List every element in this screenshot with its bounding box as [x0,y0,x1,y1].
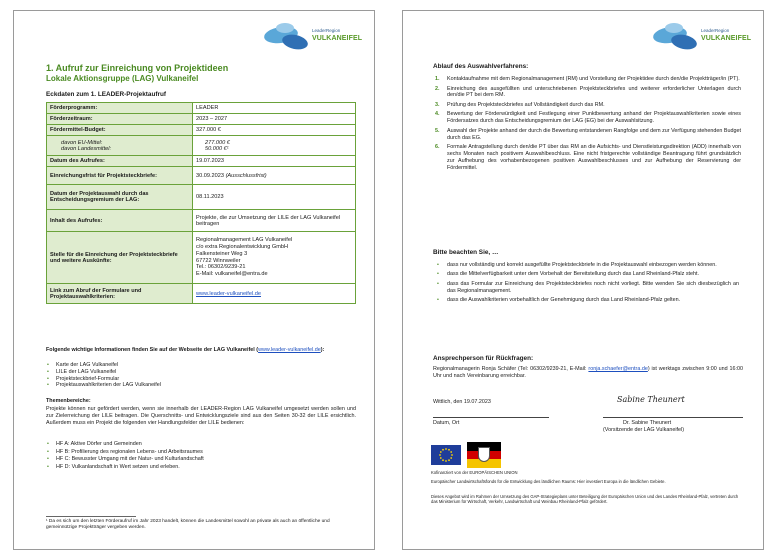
list-item: • Karte der LAG Vulkaneifel [56,362,161,369]
row-label: Link zum Abruf der Formulare und Projektauswahlkriterien: [47,284,193,304]
state-funds-label: davon Landesmittel: [61,145,112,152]
info-list [56,362,161,389]
contact-text-2: ) ist werktags zwischen 9:00 und 16:00 Uhr und nach Vereinbarung erreichbar. [433,366,744,379]
list-item: • Projektauswahlkriterien der LAG Vulkaneifel [56,382,161,389]
contact-text-1: Regionalmanagerin Ronja Schäfer (Tel: 06302/9239-21, E-Mail: [433,366,587,372]
themes-list [56,441,204,471]
key-data-heading: Eckdaten zum 1. LEADER-Projektaufruf [46,91,167,98]
eu-caption: Kofinanziert von der EUROPÄISCHEN UNION [431,470,518,475]
row-label: Inhalt des Aufrufes: [47,210,193,232]
row-label: Fördermittel-Budget: [47,125,193,136]
contact-address [193,232,356,284]
list-item: 4. Bewertung der Förderwürdigkeit und Festlegung einer Punktbewertung anhand der Projektauswahlkriterien sowie eines Fördersatzes durch das Entscheidungsgremium der LAG (EG) bei der Auswahlsitzung. [435,111,741,125]
leader-region-logo [262,21,363,55]
info-website-link[interactable]: www.leader-vulkaneifel.de [258,347,321,353]
list-item: • dass die Mittelverfügbarkeit unter dem Vorbehalt der Bereitstellung durch das Land Rheinland-Pfalz steht. [447,271,739,278]
row-label: Förderprogramm: [47,103,193,114]
contact-email-link[interactable]: ronja.schaefer@entra.de [588,366,648,372]
row-label: Stelle für die Einreichung der Projektsteckbriefe und weitere Auskünfte: [47,232,193,284]
step-text: Auswahl der Projekte anhand der durch die Bewertung entstandenen Rangfolge und dem zur Verfügung stehenden Budget durch das EG. [447,127,741,141]
address-line: Regionalmanagement LAG Vulkaneifel [196,237,293,244]
step-text: Kontaktaufnahme mit dem Regionalmanagement (RM) und Vorstellung der Projektidee durch den/die Projektträger/in (PT). [447,76,740,82]
themes-heading: Themenbereiche: [46,398,91,404]
fund-text: Europäischer Landwirtschaftsfonds für die Entwicklung des ländlichen Raums: Hier investiert Europa in die ländlichen Gebiete. [431,479,666,484]
page-left [13,10,375,550]
footnote: ¹ Da es sich um den letzten Förderaufruf im Jahr 2023 handelt, können die Landesmittel sowohl an private als auch an öffentliche und gemeinnützige Projektträger vergeben werden. [46,519,330,530]
row-value: 08.11.2023 [193,185,356,210]
signature-line-left [433,417,549,418]
row-value [193,284,356,304]
website-link[interactable]: www.leader-vulkaneifel.de [196,290,261,297]
table-row [47,284,356,304]
list-item: • LILE der LAG Vulkaneifel [56,369,161,376]
contact-text [433,366,743,380]
contact-heading: Ansprechperson für Rückfragen: [433,355,534,362]
logo-line-2: VULKANEIFEL [312,35,363,42]
address-line: c/o extra Regionalentwicklung GmbH [196,243,289,250]
step-text: Bewertung der Förderwürdigkeit und Festlegung einer Punktbewertung anhand der Projektauswahlkriterien sowie eines Fördersatzes durch das Entscheidungsgremium der LAG (EG) bei der Auswahlsitzung. [447,111,741,125]
notes-heading: Bitte beachten Sie, … [433,249,499,256]
signer-name: Dr. Sabine Theunert [623,420,672,426]
info-heading-text: Folgende wichtige Informationen finden Sie auf der Webseite der LAG Vulkaneifel ( [46,347,259,353]
row-label: Datum des Aufrufes: [47,156,193,167]
deadline-date: 30.09.2023 [196,172,224,179]
state-funds-value: 50.000 €¹ [205,145,229,152]
place-date: Wittlich, den 19.07.2023 [433,399,491,405]
budget-split-labels [47,136,193,156]
list-item: • dass die Auswahlkriterien vorbehaltlich der Genehmigung durch das Land Rheinland-Pfalz gelten. [447,297,739,304]
table-row [47,156,356,167]
table-row [47,210,356,232]
list-item: 2. Einreichung des ausgefüllten und unterschriebenen Projektsteckbriefes und weiterer erforderlicher Unterlagen durch den/die PT bei dem RM. [435,85,741,99]
page-right [402,10,764,550]
row-value: Projekte, die zur Umsetzung der LILE der LAG Vulkaneifel beitragen [193,210,356,232]
list-item: 5. Auswahl der Projekte anhand der durch die Bewertung entstandenen Rangfolge und dem zur Verfügung stehenden Budget durch das EG. [435,127,741,141]
eu-funds-label: davon EU-Mittel: [61,139,103,146]
footnote-divider [46,516,136,517]
table-row [47,125,356,136]
list-item: 6. Formale Antragstellung durch den/die PT über das RM an die Aufsichts- und Dienstleistungsdirektion (ADD) innerhalb von sechs Monaten nach positivem Auswahlbeschluss. Eine nicht fristgerechte vollständige Beantragung führt grundsätzlich zur Aufhebung des vorhabenbezogenen positiven Auswahlbeschlusses und zur Aufhebung der Reservierung der Fördermittel. [435,144,741,171]
key-data-table [46,102,356,304]
info-heading-end: ): [320,347,325,353]
list-item: • Projektsteckbrief-Formular [56,376,161,383]
address-line: E-Mail: vulkaneifel@entra.de [196,271,268,278]
leader-region-logo [651,21,752,55]
themes-text: Projekte können nur gefördert werden, wenn sie innerhalb der LEADER-Region LAG Vulkaneifel umgesetzt werden sollen und zur Zielerreichung der LILE beitragen. Die Querschnitts- und Entwicklungsziele sind aus den Seiten 30-32 der LILE ersichtlich. Außerdem muss ein Projekt die folgenden vier Handlungsfelder der LILE bedienen: [46,406,356,426]
row-value: 2023 – 2027 [193,114,356,125]
logo-line-2: VULKANEIFEL [701,35,752,42]
list-item: • HF C: Bewusster Umgang mit der Natur- und Kulturlandschaft [56,456,204,464]
logo-line-1: LeaderRegion [312,28,341,33]
row-label: Förderzeitraum: [47,114,193,125]
step-text: Formale Antragstellung durch den/die PT über das RM an die Aufsichts- und Dienstleistungsdirektion (ADD) innerhalb von sechs Monaten nach positivem Auswahlbeschluss. Eine nicht fristgerechte vollständige Beantragung führt grundsätzlich zur Aufhebung des vorhabenbezogenen positiven Auswahlbeschlusses und zur Aufhebung der Reservierung der Fördermittel. [447,144,741,171]
row-value: LEADER [193,103,356,114]
deadline-note: (Ausschlussfrist) [225,172,267,179]
list-item: • HF A: Aktive Dörfer und Gemeinden [56,441,204,449]
step-text: Prüfung des Projektsteckbriefes auf Vollständigkeit durch das RM. [447,101,605,108]
list-item: • HF B: Profilierung des regionalen Lebens- und Arbeitsraumes [56,449,204,457]
rhineland-palatinate-logo [467,442,501,468]
document-title: 1. Aufruf zur Einreichung von Projektideen [46,63,229,73]
date-place-label: Datum, Ort [433,420,460,426]
table-row [47,185,356,210]
row-label: Einreichungsfrist für Projektsteckbriefe: [47,167,193,185]
procedure-steps [435,76,741,174]
list-item: • dass nur vollständig und korrekt ausgefüllte Projektsteckbriefe in die Projektauswahl einbezogen werden können. [447,262,739,269]
budget-split-values [193,136,356,156]
table-row [47,114,356,125]
address-line: Tel.: 06302/9239-21 [196,264,246,271]
funding-note: Dieses Angebot wird im Rahmen der Umsetzung des GAP-Strategieplans unter Beteiligung der Europäischen Union und des Landes Rheinland-Pfalz, vertreten durch das Ministerium für Wirtschaft, Verkehr, Landwirtschaft und Weinbau Rheinland-Pfalz gefördert. [431,494,739,505]
document-subtitle: Lokale Aktionsgruppe (LAG) Vulkaneifel [46,74,199,83]
row-value: 19.07.2023 [193,156,356,167]
logo-line-1: LeaderRegion [701,28,730,33]
signature-line-right [603,417,743,418]
table-row [47,232,356,284]
handwritten-signature: Sabine Theunert [617,395,685,404]
address-line: Falkensteiner Weg 3 [196,250,248,257]
list-item: • dass das Formular zur Einreichung des Projektsteckbriefes noch nicht vorliegt. Bitte wenden Sie sich diesbezüglich an das Regionalmanagement. [447,281,739,295]
address-line: 67722 Winnweiler [196,257,241,264]
eu-funds-value: 277.000 € [205,139,230,146]
list-item: • HF D: Vulkanlandschaft in Wert setzen und erleben. [56,464,204,472]
row-value [193,167,356,185]
procedure-heading: Ablauf des Auswahlverfahrens: [433,63,529,70]
notes-list [447,262,739,306]
table-row [47,103,356,114]
row-label: Datum der Projektauswahl durch das Entscheidungsgremium der LAG: [47,185,193,210]
table-row [47,136,356,156]
info-heading [46,347,356,354]
table-row [47,167,356,185]
eu-flag-icon [431,445,461,465]
row-value: 327.000 € [193,125,356,136]
step-text: Einreichung des ausgefüllten und unterschriebenen Projektsteckbriefes und weiterer erforderlicher Unterlagen durch den/die PT bei dem RM. [447,85,741,99]
list-item: 3. Prüfung des Projektsteckbriefes auf Vollständigkeit durch das RM. [435,101,605,108]
list-item: 1. Kontaktaufnahme mit dem Regionalmanagement (RM) und Vorstellung der Projektidee durch den/die Projektträger/in (PT). [435,76,740,82]
signer-role: (Vorsitzende der LAG Vulkaneifel) [603,427,685,433]
